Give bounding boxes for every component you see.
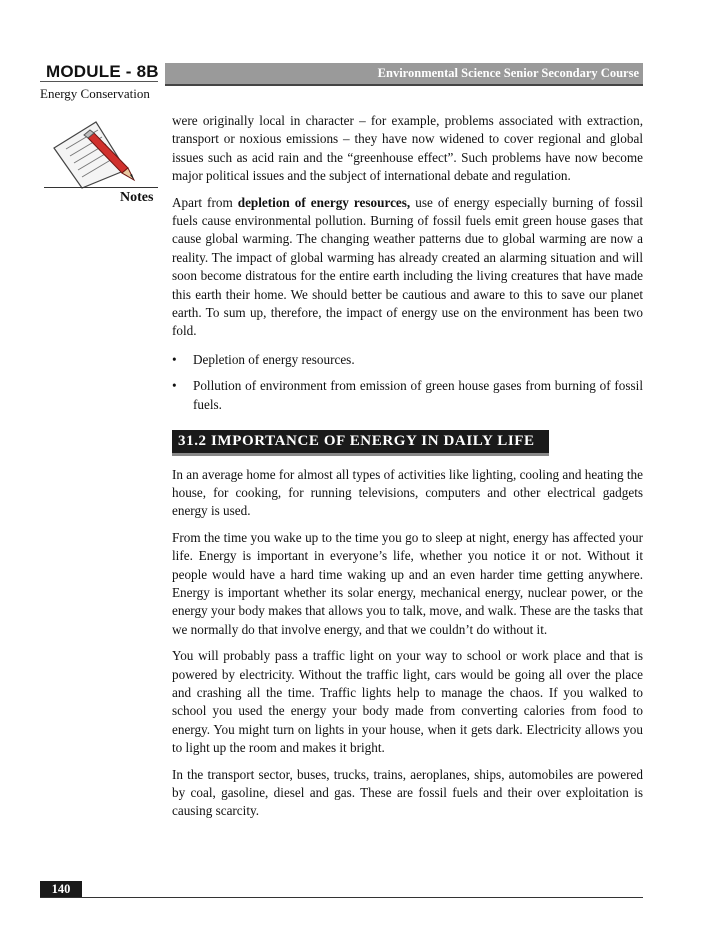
paragraph-traffic: You will probably pass a traffic light on your way to school or work place and that is powered by electricity. Without the traffic light, cars would be going all over the place and crashing all the time. Traffic lights help to manage the chaos. If you walked to school you used the energy your body made from converting calories from food to energy. You might turn on lights in your house, when it gets dark. Electricity allows you to light up the room and makes it bright. bbox=[172, 648, 643, 756]
notes-label: Notes bbox=[120, 190, 154, 205]
paragraph-apart-from bbox=[172, 194, 643, 341]
module-title: MODULE - 8B bbox=[46, 62, 159, 81]
notes-pencil-icon bbox=[44, 118, 156, 190]
paragraph-transport: In the transport sector, buses, trucks, trains, aeroplanes, ships, automobiles are powered by coal, gasoline, diesel and gas. These are fossil fuels and their over exploitation is causing scarcity. bbox=[172, 766, 643, 819]
bullet-list bbox=[172, 351, 643, 414]
apart-text-rest: use of energy especially burning of fossil fuels cause environmental pollution. Burning of fossil fuels emit green house gases that cause global warming. The changing weather patterns due to global warming are now a reality. The impact of global warming has already created an alarming situation and will soon become distratous for the entire earth including the living creatures that have made this earth their home. We should better be cautious and aware to this to save our planet earth. To sum up, therefore, the impact of energy use on the environment has been two fold. bbox=[172, 194, 643, 339]
section-heading: 31.2 IMPORTANCE OF ENERGY IN DAILY LIFE bbox=[172, 430, 549, 455]
header-band bbox=[165, 63, 643, 86]
apart-text-start: Apart from bbox=[172, 194, 238, 210]
paragraph-continuation: were originally local in character – for example, problems associated with extraction, transport or noxious emissions – they have now widened to cover regional and global issues such as acid rain and the “greenhouse effect”. Such problems have now become major political issues and the subject of international debate and regulation. bbox=[172, 113, 643, 184]
page-number-badge: 140 bbox=[40, 881, 82, 898]
bullet-icon: • bbox=[172, 378, 177, 394]
paragraph-home: In an average home for almost all types of activities like lighting, cooling and heating the house, for cooking, for running televisions, computers and other electrical gadgets energy is used. bbox=[172, 466, 643, 519]
notes-rule bbox=[44, 187, 158, 188]
apart-bold-phrase: depletion of energy resources, bbox=[237, 194, 411, 210]
list-item bbox=[172, 377, 643, 414]
module-subtitle: Energy Conservation bbox=[40, 86, 150, 101]
bullet-icon: • bbox=[172, 351, 177, 367]
bottom-rule bbox=[40, 897, 643, 898]
bullet-text: Pollution of environment from emission of green house gases from burning of fossil fuels. bbox=[193, 378, 643, 412]
list-item bbox=[172, 351, 643, 369]
left-rule-top bbox=[40, 81, 158, 82]
bullet-text: Depletion of energy resources. bbox=[193, 351, 355, 367]
main-content bbox=[172, 112, 643, 829]
paragraph-wake: From the time you wake up to the time you go to sleep at night, energy has affected your life. Energy is important in everyone’s life, whether you notice it or not. Without it people would have a hard time waking up and an even harder time getting anywhere. Energy is important whether its solar energy, mechanical energy, nuclear power, or the energy your body makes that allows you to talk, move, and walk. These are the tasks that we normally do that involve energy, and that we couldn’t do without it. bbox=[172, 529, 643, 637]
course-title: Environmental Science Senior Secondary Course bbox=[377, 66, 639, 80]
